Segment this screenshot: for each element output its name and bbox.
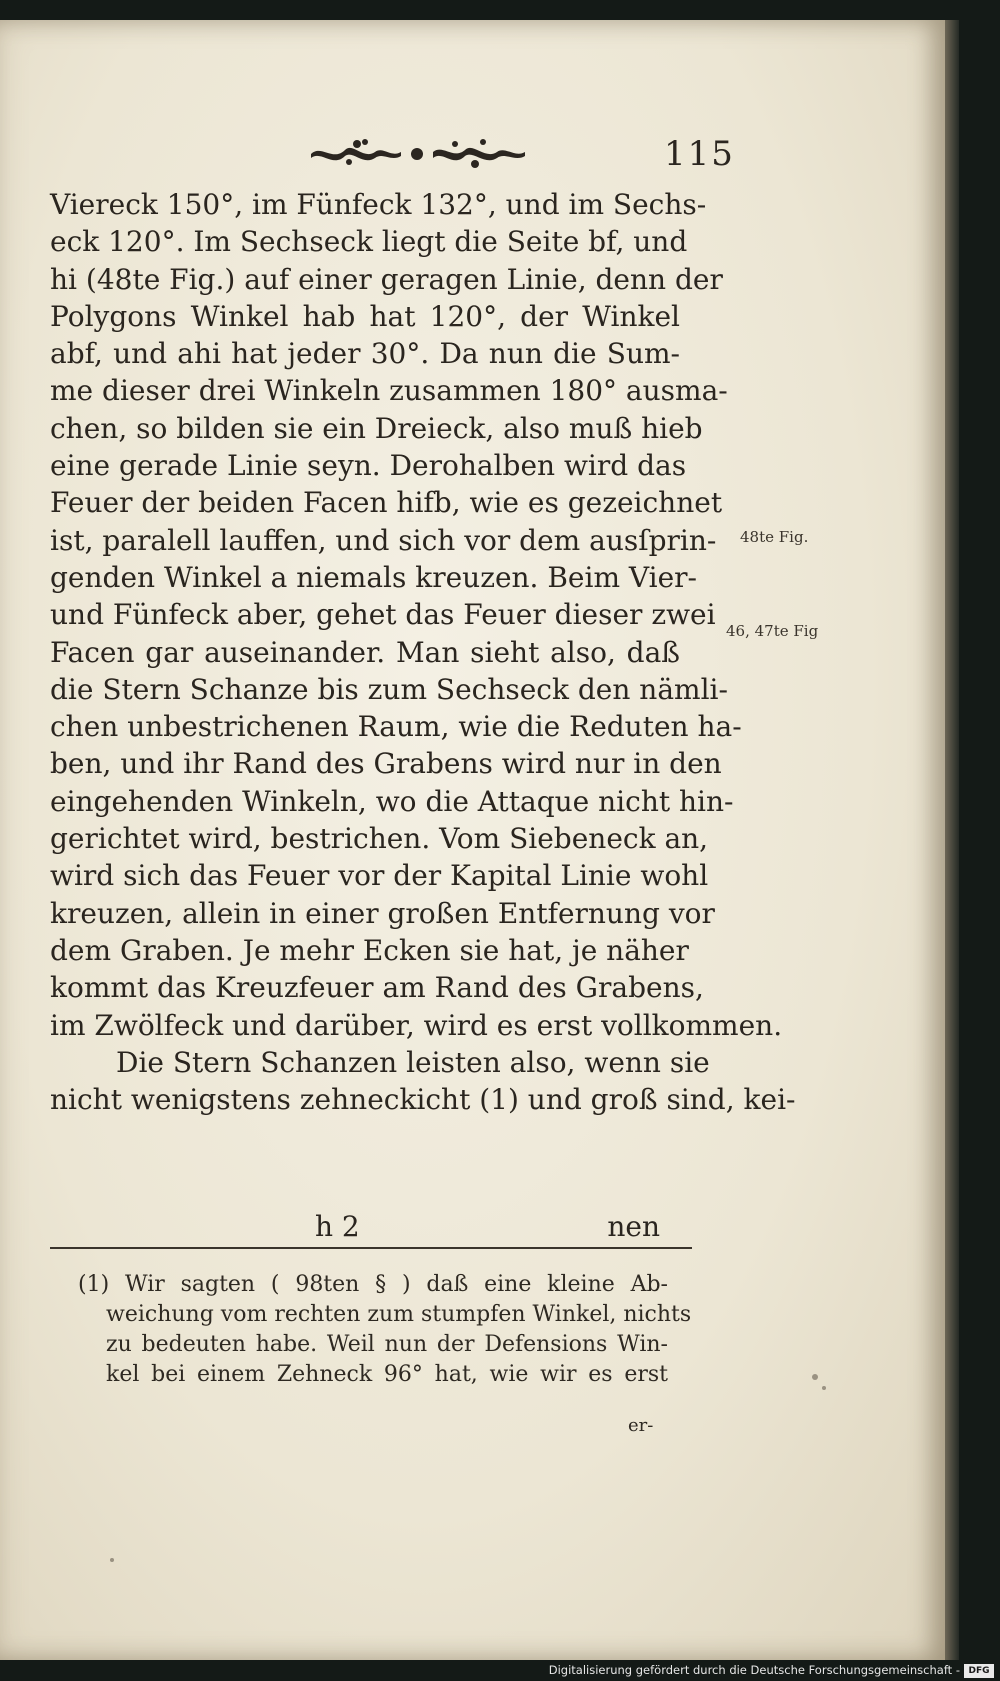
- text-line: kreuzen, allein in einer großen Entfernung vor: [50, 896, 715, 930]
- text-line: chen unbestrichenen Raum, wie die Reduten ha-: [50, 710, 742, 744]
- text-line: hi (48te Fig.) auf einer geragen Linie, denn der: [50, 262, 723, 296]
- margin-note: 48te Fig.: [740, 528, 809, 546]
- footnote-divider: [50, 1247, 692, 1249]
- text-line: eck 120°. Im Sechseck liegt die Seite bf, und: [50, 225, 688, 259]
- ink-spot: [812, 1374, 818, 1380]
- text-line: chen, so bilden sie ein Dreieck, also muß hieb: [50, 411, 703, 445]
- text-line: Polygons Winkel hab hat 120°, der Winkel: [50, 299, 680, 333]
- text-line: eingehenden Winkeln, wo die Attaque nicht hin-: [50, 784, 734, 818]
- footnote-line: weichung vom rechten zum stumpfen Winkel, nichts: [106, 1302, 692, 1327]
- text-line: Facen gar auseinander. Man sieht also, daß: [50, 635, 680, 669]
- text-line: im Zwölfeck und darüber, wird es erst vollkommen.: [50, 1008, 783, 1042]
- text-line: Viereck 150°, im Fünfeck 132°, und im Sechs-: [50, 188, 707, 221]
- text-line: nicht wenigstens zehneckicht (1) und groß sind, kei-: [50, 1083, 796, 1117]
- footnote: [78, 1270, 692, 1390]
- text-line: gerichtet wird, bestrichen. Vom Siebeneck an,: [50, 822, 709, 856]
- digitization-footer: [0, 1662, 1000, 1681]
- text-line: eine gerade Linie seyn. Derohalben wird das: [50, 449, 687, 483]
- page-number: 115: [664, 134, 735, 174]
- ink-spot: [110, 1558, 114, 1562]
- page-edge-shadow: [945, 20, 959, 1660]
- text-line: me dieser drei Winkeln zusammen 180° ausma-: [50, 374, 728, 408]
- footnote-catchword: er-: [628, 1415, 654, 1436]
- text-line: ist, paralell lauffen, und sich vor dem ausſprin-: [50, 523, 717, 557]
- text-line: dem Graben. Je mehr Ecken sie hat, je näher: [50, 933, 689, 967]
- signature-line: [50, 1210, 660, 1250]
- ink-spot: [822, 1386, 826, 1390]
- catchword: nen: [607, 1210, 660, 1243]
- signature-mark: h 2: [315, 1210, 360, 1243]
- dfg-logo-icon: DFG: [964, 1664, 994, 1678]
- ornament-icon: [305, 132, 530, 174]
- text-line: und Fünfeck aber, gehet das Feuer dieser zwei: [50, 598, 716, 632]
- text-line: Die Stern Schanzen leisten also, wenn sie: [116, 1045, 710, 1079]
- text-line: wird sich das Feuer vor der Kapital Linie wohl: [50, 859, 709, 893]
- footnote-line: (1) Wir sagten ( 98ten § ) daß eine kleine Ab-: [78, 1272, 668, 1297]
- footer-credit: Digitalisierung gefördert durch die Deutsche Forschungsgemeinschaft -: [548, 1663, 960, 1677]
- text-line: kommt das Kreuzfeuer am Rand des Grabens,: [50, 971, 704, 1005]
- text-line: die Stern Schanze bis zum Sechseck den nämli-: [50, 672, 728, 706]
- footnote-line: zu bedeuten habe. Weil nun der Defensions Win-: [106, 1332, 668, 1357]
- footnote-line: kel bei einem Zehneck 96° hat, wie wir es erst: [106, 1362, 668, 1387]
- text-line: ben, und ihr Rand des Grabens wird nur in den: [50, 747, 722, 781]
- text-line: abf, und ahi hat jeder 30°. Da nun die Sum-: [50, 337, 680, 371]
- text-line: Feuer der beiden Facen hifb, wie es gezeichnet: [50, 486, 723, 520]
- text-line: genden Winkel a niemals kreuzen. Beim Vier-: [50, 560, 698, 594]
- margin-note: 46, 47te Fig: [726, 622, 819, 640]
